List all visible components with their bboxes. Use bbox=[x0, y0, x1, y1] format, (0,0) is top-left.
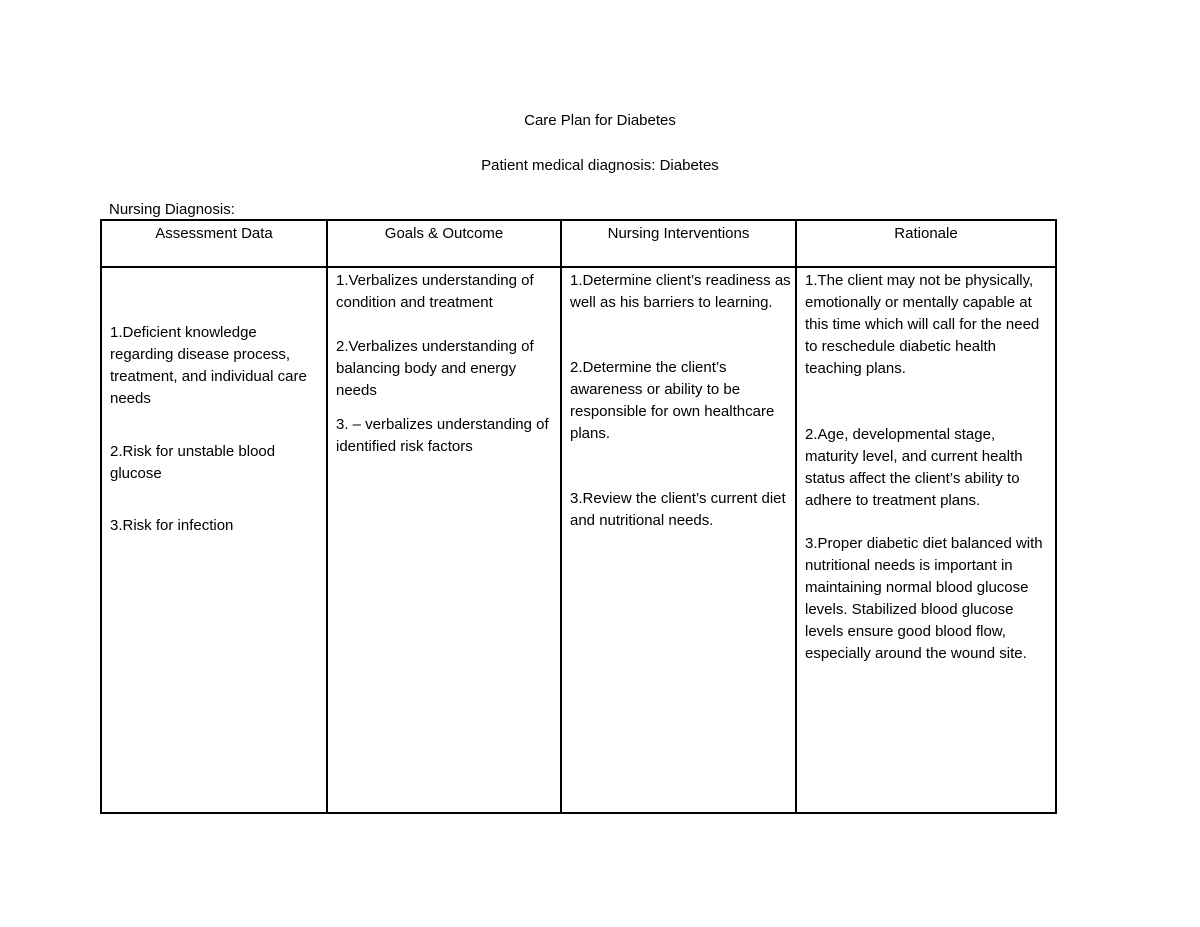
table-header-row bbox=[101, 220, 1056, 267]
nursing-interventions-cell bbox=[561, 267, 796, 813]
assessment-item: 1.Deficient knowledge regarding disease process, treatment, and individual care needs bbox=[110, 324, 307, 407]
intervention-item: 3.Review the client’s current diet and nutritional needs. bbox=[570, 490, 786, 529]
care-plan-table-container bbox=[100, 219, 1055, 814]
document-title: Care Plan for Diabetes bbox=[524, 112, 676, 129]
header-rationale: Rationale bbox=[796, 220, 1056, 267]
care-plan-table bbox=[100, 219, 1057, 814]
header-assessment-data: Assessment Data bbox=[101, 220, 327, 267]
table-row bbox=[101, 267, 1056, 813]
assessment-data-cell bbox=[101, 267, 327, 813]
medical-diagnosis: Patient medical diagnosis: Diabetes bbox=[481, 157, 719, 174]
rationale-cell bbox=[796, 267, 1056, 813]
header-goals-outcome: Goals & Outcome bbox=[327, 220, 561, 267]
goal-item: 1.Verbalizes understanding of condition and treatment bbox=[336, 272, 534, 311]
nursing-diagnosis-label: Nursing Diagnosis: bbox=[109, 201, 235, 218]
intervention-item: 2.Determine the client’s awareness or ability to be responsible for own healthcare plans. bbox=[570, 359, 775, 442]
rationale-item: 3.Proper diabetic diet balanced with nutritional needs is important in maintaining normal blood glucose levels. Stabilized blood glucose levels ensure good blood flow, especially around the wound site. bbox=[805, 535, 1043, 662]
intervention-item: 1.Determine client’s readiness as well as his barriers to learning. bbox=[570, 272, 791, 311]
rationale-item: 2.Age, developmental stage, maturity level, and current health status affect the client’s ability to adhere to treatment plans. bbox=[805, 426, 1023, 509]
goals-outcome-cell bbox=[327, 267, 561, 813]
assessment-item: 3.Risk for infection bbox=[110, 517, 234, 534]
rationale-item: 1.The client may not be physically, emotionally or mentally capable at this time which will call for the need to reschedule diabetic health teaching plans. bbox=[805, 272, 1040, 377]
assessment-item: 2.Risk for unstable blood glucose bbox=[110, 443, 276, 482]
goal-item: 3. – verbalizes understanding of identified risk factors bbox=[336, 416, 549, 455]
goal-item: 2.Verbalizes understanding of balancing body and energy needs bbox=[336, 338, 534, 399]
header-nursing-interventions: Nursing Interventions bbox=[561, 220, 796, 267]
